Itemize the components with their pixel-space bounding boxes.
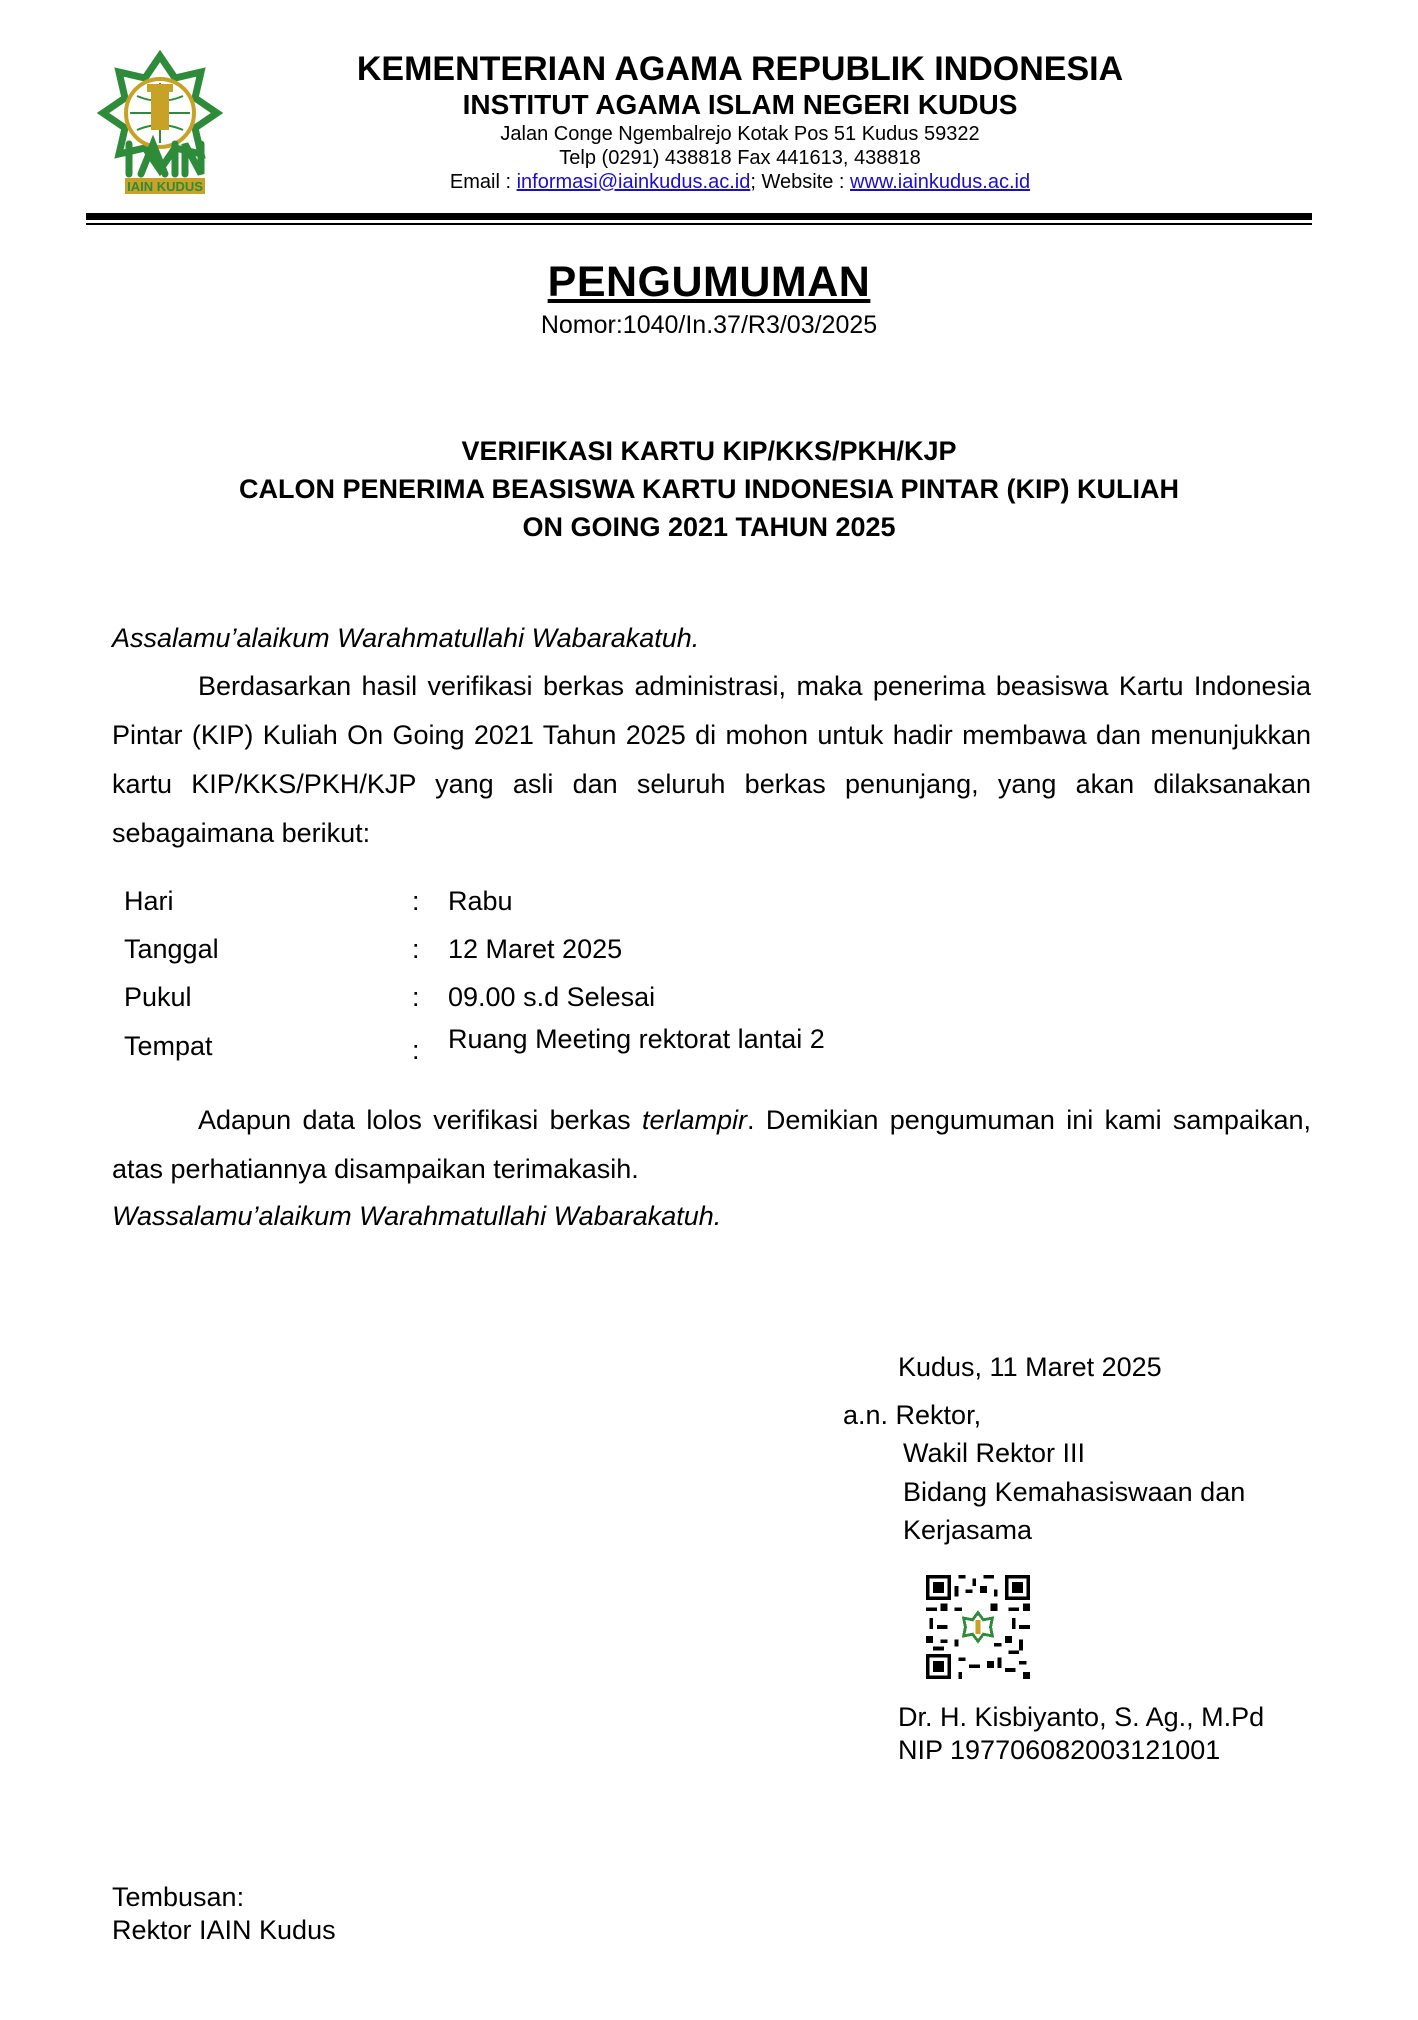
schedule-value-time: 09.00 s.d Selesai (448, 982, 656, 1012)
schedule-value-date: 12 Maret 2025 (448, 934, 623, 964)
body-paragraph-1: Berdasarkan hasil verifikasi berkas administrasi, maka penerima beasiswa Kartu Indonesia Pintar (KIP) Kuliah On Going 2021 Tahun 2025 di mohon untuk hadir membawa dan menunjukkan kartu KIP/KKS/PKH/KJP yang asli dan seluruh berkas penunjang, yang akan dilaksanakan sebagaimana berikut: (112, 671, 1311, 848)
email-link[interactable]: informasi@iainkudus.ac.id (516, 171, 751, 193)
institute-name: INSTITUT AGAMA ISLAM NEGERI KUDUS (462, 89, 1018, 120)
schedule-value-place: Ruang Meeting rektorat lantai 2 (448, 1024, 825, 1054)
paragraph-2-text-end: . Demikian pengumuman ini kami sampaikan, atas perhatiannya disampaikan terimakasih. (112, 1105, 1311, 1184)
signature-on-behalf: a.n. Rektor, (843, 1400, 982, 1430)
paragraph-2-text: Adapun data lolos verifikasi berkas (198, 1105, 642, 1135)
document-number: Nomor:1040/In.37/R3/03/2025 (540, 311, 878, 339)
signature-position-1: Wakil Rektor III (903, 1438, 1086, 1468)
schedule-label-place: Tempat (124, 1031, 213, 1061)
signatory-name: Dr. H. Kisbiyanto, S. Ag., M.Pd (898, 1702, 1265, 1732)
signatory-nip: NIP 197706082003121001 (898, 1735, 1221, 1765)
schedule-colon: : (412, 982, 420, 1012)
ministry-name: KEMENTERIAN AGAMA REPUBLIK INDONESIA (356, 50, 1124, 88)
schedule-colon: : (412, 886, 420, 916)
email-label: Email : (449, 171, 517, 193)
subject-line-2: CALON PENERIMA BEASISWA KARTU INDONESIA PINTAR (KIP) KULIAH (238, 474, 1179, 504)
qr-signature-code (926, 1575, 1030, 1679)
institute-phone: Telp (0291) 438818 Fax 441613, 438818 (559, 147, 921, 169)
subject-line-1: VERIFIKASI KARTU KIP/KKS/PKH/KJP (461, 436, 957, 466)
cc-label: Tembusan: (112, 1882, 245, 1912)
paragraph-2-emphasis: terlampir (641, 1105, 748, 1135)
closing-greeting: Wassalamu’alaikum Warahmatullahi Wabarakatuh. (112, 1201, 722, 1231)
schedule-colon: : (412, 1035, 420, 1065)
body-paragraph-2 (112, 1096, 1311, 1194)
document-title: PENGUMUMAN (547, 258, 871, 306)
signature-position-2: Bidang Kemahasiswaan dan (903, 1477, 1246, 1507)
schedule-label-time: Pukul (124, 982, 192, 1012)
website-label: ; Website : (750, 171, 850, 193)
schedule-label-date: Tanggal (124, 934, 219, 964)
schedule-value-day: Rabu (448, 886, 513, 916)
cc-recipient: Rektor IAIN Kudus (112, 1915, 336, 1945)
schedule-colon: : (412, 934, 420, 964)
header-rule-thin (86, 223, 1312, 225)
website-link[interactable]: www.iainkudus.ac.id (850, 171, 1031, 193)
institute-address: Jalan Conge Ngembalrejo Kotak Pos 51 Kudus 59322 (500, 123, 980, 145)
signature-place-date: Kudus, 11 Maret 2025 (898, 1352, 1162, 1382)
schedule-label-day: Hari (124, 886, 174, 916)
header-rule-thick (86, 213, 1312, 220)
greeting: Assalamu’alaikum Warahmatullahi Wabarakatuh. (112, 623, 700, 653)
subject-line-3: ON GOING 2021 TAHUN 2025 (522, 512, 896, 542)
svg-text:IAIN KUDUS: IAIN KUDUS (127, 179, 203, 194)
iain-kudus-logo (95, 48, 225, 198)
signature-position-3: Kerjasama (903, 1515, 1033, 1545)
contact-line (320, 171, 1160, 194)
